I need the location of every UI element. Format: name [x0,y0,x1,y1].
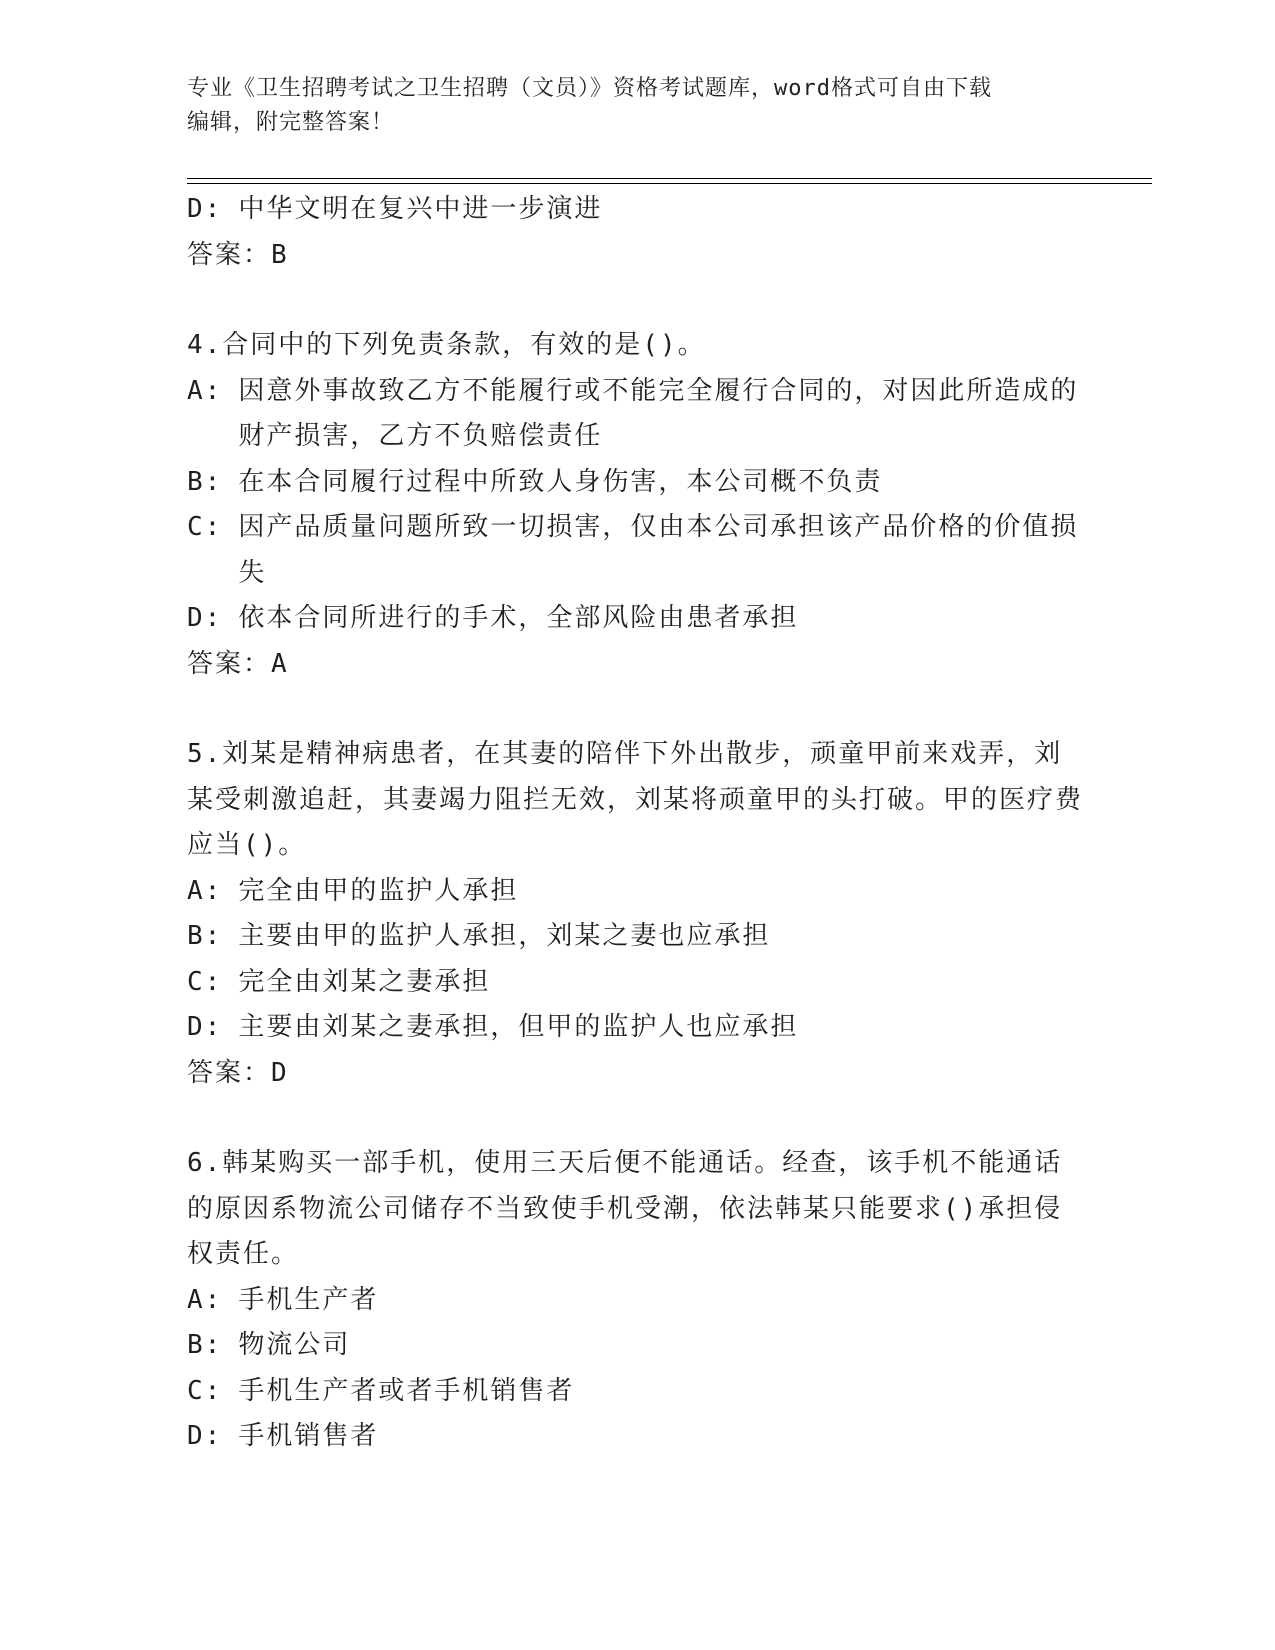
option-text: 完全由甲的监护人承担 [238,875,519,906]
header-divider-bottom [187,183,1152,184]
q5-answer: 答案：D [187,1057,289,1088]
spacer [187,278,1087,323]
option-key: A: [187,875,223,906]
document-body [187,187,1087,1460]
q6-option-d [187,1414,1087,1460]
question-5: 5.刘某是精神病患者，在其妻的陪伴下外出散步，顽童甲前来戏弄，刘某受刺激追赶，其妻竭力阻拦无效，刘某将顽童甲的头打破。甲的医疗费应当()。 [187,739,1084,860]
option-key: B: [187,466,223,497]
option-key: A: [187,1284,223,1315]
option-key: D: [187,603,223,633]
option-key: D: [187,1012,223,1042]
q5-option-c [187,960,1087,1006]
prev-answer: 答案：B [187,239,289,270]
option-key: C: [187,1375,223,1406]
option-text: 因产品质量问题所致一切损害，仅由本公司承担该产品价格的价值损失 [238,512,1079,588]
q4-option-c [187,505,1087,596]
header-line-1: 专业《卫生招聘考试之卫生招聘（文员）》资格考试题库，word格式可自由下载 [187,76,992,101]
header-divider-top [187,178,1152,179]
option-text: 手机销售者 [238,1421,379,1451]
spacer [187,1096,1087,1141]
option-text: 中华文明在复兴中进一步演进 [238,194,603,224]
q4-answer: 答案：A [187,648,289,679]
option-key: A: [187,375,223,406]
header-line-2: 编辑，附完整答案！ [187,110,395,135]
q4-option-b [187,460,1087,506]
option-key: D: [187,194,223,224]
option-key: D: [187,1421,223,1451]
option-text: 主要由刘某之妻承担，但甲的监护人也应承担 [238,1012,799,1042]
option-text: 主要由甲的监护人承担，刘某之妻也应承担 [238,921,771,951]
q6-option-a [187,1278,1087,1324]
option-text: 手机生产者 [238,1284,379,1315]
option-key: B: [187,921,223,951]
q4-option-d [187,596,1087,642]
q6-option-c [187,1369,1087,1415]
q5-option-d [187,1005,1087,1051]
question-4: 4.合同中的下列免责条款，有效的是()。 [187,330,706,360]
option-text: 在本合同履行过程中所致人身伤害，本公司概不负责 [238,466,883,497]
option-text: 因意外事故致乙方不能履行或不能完全履行合同的，对因此所造成的财产损害，乙方不负赔偿责任 [238,375,1079,451]
prev-option-d [187,187,1087,233]
option-text: 依本合同所进行的手术，全部风险由患者承担 [238,603,799,633]
q5-option-b [187,914,1087,960]
option-text: 物流公司 [238,1330,351,1360]
page-header [187,72,1067,140]
option-text: 完全由刘某之妻承担 [238,966,491,997]
option-key: B: [187,1330,223,1360]
option-text: 手机生产者或者手机销售者 [238,1375,575,1406]
question-6: 6.韩某购买一部手机，使用三天后便不能通话。经查，该手机不能通话的原因系物流公司储存不当致使手机受潮，依法韩某只能要求()承担侵权责任。 [187,1148,1063,1269]
option-key: C: [187,512,223,542]
option-key: C: [187,966,223,997]
q6-option-b [187,1323,1087,1369]
q4-option-a [187,369,1087,460]
q5-option-a [187,869,1087,915]
spacer [187,687,1087,732]
